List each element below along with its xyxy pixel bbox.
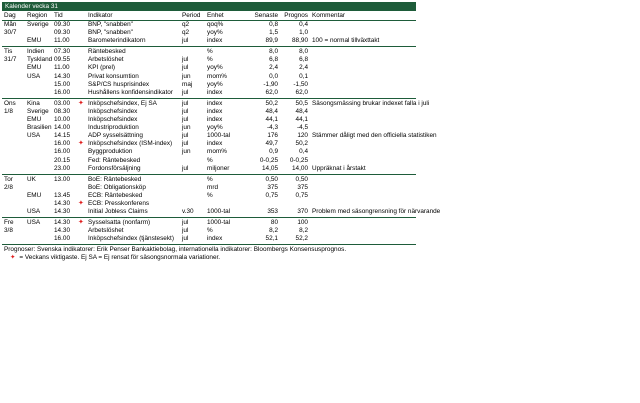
cell-period: jul bbox=[182, 99, 189, 107]
cell-unit: index bbox=[207, 140, 223, 148]
header-prognos: Prognos bbox=[284, 12, 308, 19]
cell-period: jul bbox=[182, 140, 189, 148]
cell-region: USA bbox=[27, 208, 41, 216]
cell-region: USA bbox=[27, 219, 41, 227]
cell-day: 31/7 bbox=[4, 56, 17, 64]
table-row bbox=[2, 132, 437, 140]
important-star-icon: ✦ bbox=[78, 99, 84, 107]
header-tid: Tid bbox=[54, 12, 63, 19]
day-divider bbox=[2, 98, 416, 99]
cell-forecast: 8,0 bbox=[299, 48, 308, 56]
cell-region: EMU bbox=[27, 116, 42, 124]
cell-time: 16.00 bbox=[54, 235, 70, 243]
cell-latest: 0-0,25 bbox=[259, 156, 278, 164]
table-row bbox=[2, 21, 416, 29]
important-star-icon: ✦ bbox=[78, 219, 84, 227]
cell-indicator: Arbetslöshet bbox=[88, 56, 124, 64]
cell-period: jun bbox=[182, 148, 191, 156]
cell-period: jul bbox=[182, 227, 189, 235]
cell-time: 14.30 bbox=[54, 208, 70, 216]
header-dag: Dag bbox=[4, 12, 16, 19]
cell-latest: 2,4 bbox=[269, 64, 278, 72]
cell-forecast: 8,2 bbox=[299, 227, 308, 235]
cell-indicator: Byggproduktion bbox=[88, 148, 133, 156]
cell-period: jun bbox=[182, 124, 191, 132]
cell-indicator: Inköpschefsindex, Ej SA bbox=[88, 99, 157, 107]
cell-period: jul bbox=[182, 132, 189, 140]
cell-region: Sverige bbox=[27, 21, 49, 28]
header-period: Period bbox=[182, 12, 201, 19]
table-row bbox=[2, 73, 416, 81]
cell-period: jul bbox=[182, 164, 189, 172]
cell-region: EMU bbox=[27, 191, 42, 199]
table-row bbox=[2, 99, 430, 108]
table-row bbox=[2, 148, 416, 156]
important-star-icon: ✦ bbox=[78, 199, 84, 207]
cell-latest: 1,5 bbox=[269, 29, 278, 37]
cell-region: Kina bbox=[27, 99, 40, 107]
table-row bbox=[2, 37, 416, 45]
cell-latest: 50,2 bbox=[265, 99, 278, 107]
cell-region: UK bbox=[27, 175, 36, 183]
cell-unit: % bbox=[207, 191, 213, 199]
cell-time: 11.00 bbox=[54, 37, 70, 45]
cell-forecast: 50,2 bbox=[295, 140, 308, 148]
day-divider bbox=[2, 217, 416, 218]
day-divider bbox=[2, 46, 416, 47]
table-row bbox=[2, 165, 416, 173]
cell-forecast: 0,75 bbox=[295, 191, 308, 199]
cell-indicator: Fed: Räntebesked bbox=[88, 156, 141, 164]
cell-forecast: 1,0 bbox=[299, 29, 308, 37]
calendar-sheet bbox=[2, 2, 441, 262]
cell-forecast: -1,50 bbox=[293, 80, 308, 88]
cell-forecast: 52,2 bbox=[295, 235, 308, 243]
cell-latest: 0,75 bbox=[265, 191, 278, 199]
cell-latest: 52,1 bbox=[265, 235, 278, 243]
cell-latest: 14,05 bbox=[262, 164, 278, 172]
cell-indicator: ECB: Presskonferens bbox=[88, 199, 150, 207]
table-row bbox=[2, 192, 416, 200]
table-row bbox=[2, 81, 416, 89]
footer-source: Prognoser: Svenska indikatorer: Erik Penser Bankaktiebolag, internationella indikatorer: Bloombergs Konsensusprognos. bbox=[4, 246, 347, 254]
important-star-icon: ✦ bbox=[78, 140, 84, 148]
cell-unit: % bbox=[207, 175, 213, 183]
cell-day: Mån bbox=[4, 21, 17, 28]
cell-forecast: 120 bbox=[297, 132, 308, 140]
table-row bbox=[2, 124, 416, 132]
cell-unit: index bbox=[207, 107, 223, 115]
cell-latest: 49,7 bbox=[265, 140, 278, 148]
table-row bbox=[2, 140, 416, 148]
cell-comment: Säsongsmässing brukar indexet falla i juli bbox=[312, 99, 430, 107]
table-row bbox=[2, 200, 416, 208]
cell-unit: 1000-tal bbox=[207, 219, 231, 227]
cell-unit: index bbox=[207, 37, 223, 45]
cell-latest: 80 bbox=[270, 219, 278, 227]
cell-period: jul bbox=[182, 56, 189, 64]
cell-period: maj bbox=[182, 80, 193, 88]
cell-unit: 1000-tal bbox=[207, 208, 231, 216]
cell-period: jul bbox=[182, 116, 189, 124]
cell-unit: index bbox=[207, 88, 223, 96]
cell-period: jul bbox=[182, 107, 189, 115]
cell-latest: 48,4 bbox=[265, 107, 278, 115]
table-row bbox=[2, 235, 416, 243]
cell-indicator: Initial Jobless Claims bbox=[88, 208, 148, 216]
cell-time: 14.30 bbox=[54, 72, 70, 80]
table-row bbox=[2, 29, 416, 37]
cell-forecast: 44,1 bbox=[295, 116, 308, 124]
cell-day: Fre bbox=[4, 219, 14, 227]
cell-indicator: ECB: Räntebesked bbox=[88, 191, 143, 199]
cell-latest: 375 bbox=[267, 183, 278, 191]
cell-latest: 0,9 bbox=[269, 148, 278, 156]
cell-time: 16.00 bbox=[54, 140, 70, 148]
cell-forecast: 370 bbox=[297, 208, 308, 216]
cell-indicator: Industriproduktion bbox=[88, 124, 139, 132]
cell-forecast: 0,50 bbox=[295, 175, 308, 183]
cell-unit: mom% bbox=[207, 148, 227, 156]
day-divider bbox=[2, 174, 416, 175]
cell-unit: % bbox=[207, 156, 213, 164]
table-row bbox=[2, 116, 416, 124]
cell-latest: 62,0 bbox=[265, 88, 278, 96]
cell-indicator: Fordonsförsäljning bbox=[88, 164, 141, 172]
cell-indicator: Inköpschefsindex (tjänstesekt) bbox=[88, 235, 174, 243]
cell-indicator: ADP sysselsättning bbox=[88, 132, 143, 140]
cell-region: USA bbox=[27, 72, 41, 80]
header-indikator: Indikator bbox=[88, 12, 113, 19]
table-row bbox=[2, 219, 416, 227]
cell-time: 15.00 bbox=[54, 80, 70, 88]
cell-time: 14.30 bbox=[54, 219, 70, 227]
cell-unit: 1000-tal bbox=[207, 132, 231, 140]
table-row bbox=[2, 48, 416, 56]
cell-indicator: Barometerindikatorn bbox=[88, 37, 146, 45]
cell-day: Tor bbox=[4, 175, 13, 183]
cell-forecast: 2,4 bbox=[299, 64, 308, 72]
table-row bbox=[2, 89, 416, 97]
cell-indicator: Inköpschefsindex bbox=[88, 107, 138, 115]
cell-indicator: S&P/CS husprisindex bbox=[88, 80, 150, 88]
cell-unit: yoy% bbox=[207, 29, 223, 37]
cell-region: Indien bbox=[27, 48, 45, 56]
cell-indicator: KPI (prel) bbox=[88, 64, 115, 72]
cell-time: 16.00 bbox=[54, 148, 70, 156]
cell-latest: -1,90 bbox=[263, 80, 278, 88]
cell-forecast: 88,90 bbox=[292, 37, 308, 45]
cell-unit: mrd bbox=[207, 183, 219, 191]
cell-indicator: Arbetslöshet bbox=[88, 227, 124, 235]
cell-unit: index bbox=[207, 235, 223, 243]
sheet-title: Kalender vecka 31 bbox=[2, 2, 416, 11]
cell-period: jul bbox=[182, 219, 189, 227]
cell-time: 14.15 bbox=[54, 132, 70, 140]
cell-time: 13.45 bbox=[54, 191, 70, 199]
header-region: Region bbox=[27, 12, 48, 19]
cell-indicator: BNP, "snabben" bbox=[88, 21, 133, 28]
cell-forecast: 375 bbox=[297, 183, 308, 191]
cell-unit: index bbox=[207, 116, 223, 124]
cell-indicator: Inköpschefsindex (ISM-index) bbox=[88, 140, 173, 148]
cell-unit: index bbox=[207, 99, 223, 107]
cell-region: EMU bbox=[27, 37, 42, 45]
cell-indicator: Hushållens konfidensindikator bbox=[88, 88, 173, 96]
cell-region: EMU bbox=[27, 64, 42, 72]
table-row bbox=[2, 64, 416, 72]
cell-latest: 353 bbox=[267, 208, 278, 216]
cell-latest: 8,0 bbox=[269, 48, 278, 56]
cell-indicator: BNP, "snabben" bbox=[88, 29, 133, 37]
cell-indicator: Privat konsumtion bbox=[88, 72, 139, 80]
cell-day: Ons bbox=[4, 99, 16, 107]
cell-indicator: Inköpschefsindex bbox=[88, 116, 138, 124]
cell-time: 20.15 bbox=[54, 156, 70, 164]
table-row bbox=[2, 56, 416, 64]
cell-latest: 8,2 bbox=[269, 227, 278, 235]
cell-forecast: 62,0 bbox=[295, 88, 308, 96]
header-row bbox=[2, 11, 416, 21]
cell-unit: % bbox=[207, 48, 213, 56]
cell-unit: yoy% bbox=[207, 80, 223, 88]
cell-time: 09.55 bbox=[54, 56, 70, 64]
cell-day: 1/8 bbox=[4, 107, 13, 115]
header-kommentar: Kommentar bbox=[312, 12, 346, 19]
cell-latest: 6,8 bbox=[269, 56, 278, 64]
cell-period: jul bbox=[182, 235, 189, 243]
cell-day: 30/7 bbox=[4, 29, 17, 37]
cell-forecast: 100 bbox=[297, 219, 308, 227]
cell-forecast: 50,5 bbox=[295, 99, 308, 107]
cell-period: jul bbox=[182, 88, 189, 96]
cell-unit: miljoner bbox=[207, 164, 230, 172]
cell-indicator: Sysselsatta (nonfarm) bbox=[88, 219, 151, 227]
cell-forecast: 14,00 bbox=[292, 164, 308, 172]
cell-latest: 44,1 bbox=[265, 116, 278, 124]
cell-comment: 100 = normal tillväxttakt bbox=[312, 37, 380, 45]
table-row bbox=[2, 176, 416, 184]
cell-time: 14.30 bbox=[54, 227, 70, 235]
cell-time: 07.30 bbox=[54, 48, 70, 56]
cell-forecast: 0,4 bbox=[299, 148, 308, 156]
cell-latest: 176 bbox=[267, 132, 278, 140]
cell-unit: qoq% bbox=[207, 21, 224, 28]
cell-comment: Stämmer dåligt med den officiella statistiken bbox=[312, 132, 437, 140]
cell-period: v.30 bbox=[182, 208, 194, 216]
cell-time: 14.30 bbox=[54, 199, 70, 207]
cell-region: USA bbox=[27, 132, 41, 140]
cell-period: jun bbox=[182, 72, 191, 80]
table-row bbox=[2, 184, 416, 192]
footer-legend bbox=[2, 254, 416, 262]
cell-unit: yoy% bbox=[207, 64, 223, 72]
cell-region: Sverige bbox=[27, 107, 49, 115]
cell-day: 2/8 bbox=[4, 183, 13, 191]
cell-latest: -4,3 bbox=[266, 124, 278, 132]
cell-period: q2 bbox=[182, 21, 190, 28]
cell-unit: % bbox=[207, 56, 213, 64]
cell-unit: yoy% bbox=[207, 124, 223, 132]
cell-latest: 0,0 bbox=[269, 72, 278, 80]
cell-day: Tis bbox=[4, 48, 13, 56]
cell-unit: mom% bbox=[207, 72, 227, 80]
cell-unit: % bbox=[207, 227, 213, 235]
important-star-icon: ✦ bbox=[10, 254, 16, 262]
table-row bbox=[2, 108, 416, 116]
footer-legend-text: = Veckans viktigaste. Ej SA = Ej rensat för säsongsnormala variationer. bbox=[19, 254, 221, 262]
footer-divider bbox=[2, 244, 416, 245]
cell-time: 11.00 bbox=[54, 64, 70, 72]
calendar-body bbox=[2, 21, 441, 243]
cell-time: 03.00 bbox=[54, 99, 70, 107]
cell-time: 23.00 bbox=[54, 164, 70, 172]
cell-time: 16.00 bbox=[54, 88, 70, 96]
cell-latest: 0,50 bbox=[265, 175, 278, 183]
table-row bbox=[2, 227, 416, 235]
cell-period: q2 bbox=[182, 29, 190, 37]
cell-comment: Uppräknat i årstakt bbox=[312, 164, 366, 172]
cell-time: 09.30 bbox=[54, 21, 70, 28]
header-senaste: Senaste bbox=[254, 12, 278, 19]
cell-forecast: 48,4 bbox=[295, 107, 308, 115]
cell-indicator: BoE: Obligationsköp bbox=[88, 183, 146, 191]
cell-period: jul bbox=[182, 64, 189, 72]
cell-indicator: Räntebesked bbox=[88, 48, 126, 56]
cell-comment: Problem med säsongrensning för närvarande bbox=[312, 208, 441, 216]
cell-forecast: -4,5 bbox=[296, 124, 308, 132]
cell-forecast: 0,1 bbox=[299, 72, 308, 80]
cell-time: 08.30 bbox=[54, 107, 70, 115]
header-enhet: Enhet bbox=[207, 12, 224, 19]
cell-region: Brasilien bbox=[27, 124, 52, 132]
table-row bbox=[2, 208, 441, 216]
cell-forecast: 0,4 bbox=[299, 21, 308, 28]
cell-period: jul bbox=[182, 37, 189, 45]
cell-time: 13.00 bbox=[54, 175, 70, 183]
cell-indicator: BoE: Räntebesked bbox=[88, 175, 142, 183]
cell-forecast: 6,8 bbox=[299, 56, 308, 64]
cell-forecast: 0-0,25 bbox=[289, 156, 308, 164]
cell-latest: 89,9 bbox=[265, 37, 278, 45]
cell-time: 14.00 bbox=[54, 124, 70, 132]
cell-latest: 0,8 bbox=[269, 21, 278, 28]
cell-day: 3/8 bbox=[4, 227, 13, 235]
cell-time: 10.00 bbox=[54, 116, 70, 124]
table-row bbox=[2, 157, 416, 165]
cell-time: 09.30 bbox=[54, 29, 70, 37]
cell-region: Tyskland bbox=[27, 56, 53, 64]
